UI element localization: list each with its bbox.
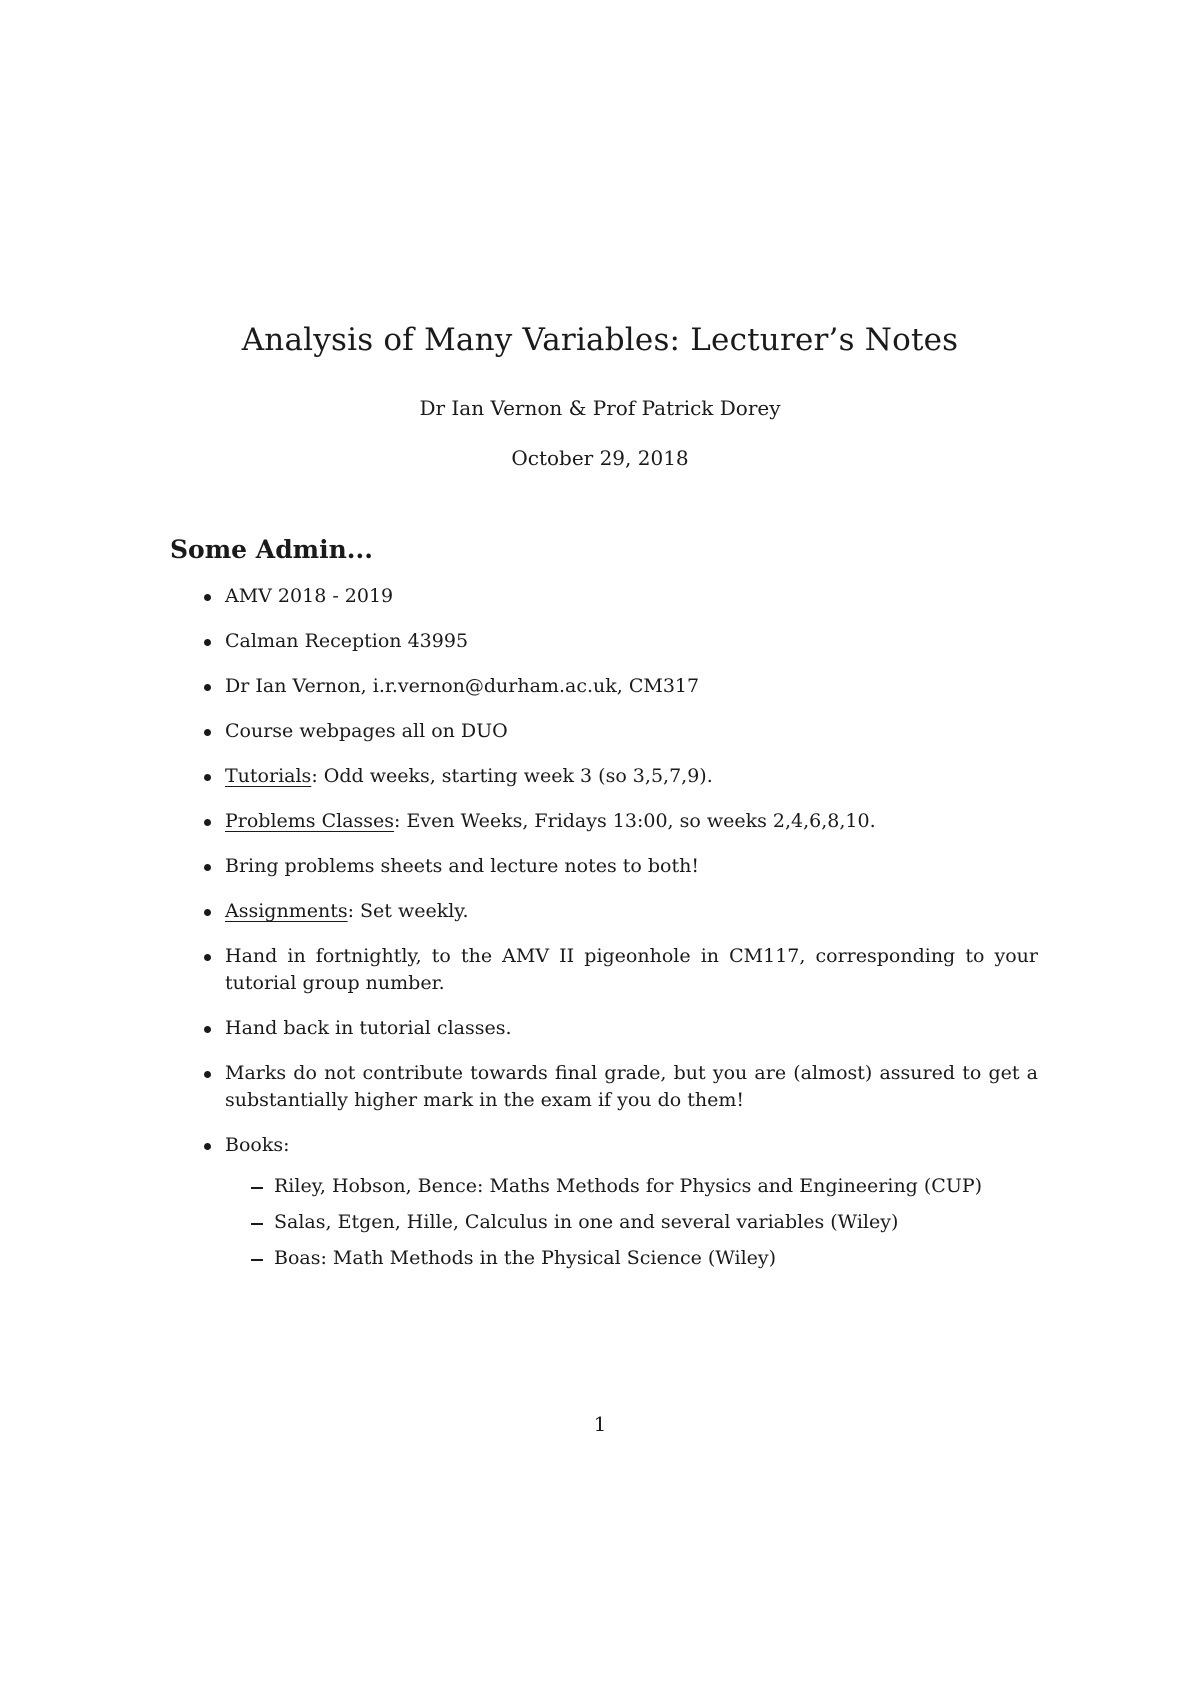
section-heading: Some Admin... [170, 535, 373, 564]
list-item-assignments [168, 898, 1038, 925]
book-item: Riley, Hobson, Bence: Maths Methods for Physics and Engineering (CUP) [225, 1173, 1038, 1200]
list-item-reception [168, 628, 1038, 655]
item-text: Course webpages all on DUO [225, 720, 508, 742]
item-text: : Even Weeks, Fridays 13:00, so weeks 2,4,6,8,10. [394, 810, 876, 832]
document-date: October 29, 2018 [511, 446, 689, 470]
books-label: Books: [225, 1134, 290, 1156]
book-item: Boas: Math Methods in the Physical Science (Wiley) [225, 1245, 1038, 1272]
list-item-hand-in [168, 943, 1038, 997]
list-item-tutorials [168, 763, 1038, 790]
list-item-contact [168, 673, 1038, 700]
books-list [225, 1173, 1038, 1272]
book-item: Salas, Etgen, Hille, Calculus in one and several variables (Wiley) [225, 1209, 1038, 1236]
item-text: Hand back in tutorial classes. [225, 1017, 512, 1039]
list-item-bring [168, 853, 1038, 880]
document-authors: Dr Ian Vernon & Prof Patrick Dorey [419, 396, 781, 420]
assignments-label: Assignments [225, 900, 348, 922]
admin-list [168, 583, 1038, 1290]
item-text: Marks do not contribute towards final grade, but you are (almost) assured to get a substantially higher mark in the exam if you do them! [225, 1062, 1038, 1111]
list-item-marks [168, 1060, 1038, 1114]
list-item-hand-back [168, 1015, 1038, 1042]
item-text: Hand in fortnightly, to the AMV II pigeonhole in CM117, corresponding to your tutorial group number. [225, 945, 1038, 994]
item-text: Dr Ian Vernon, i.r.vernon@durham.ac.uk, CM317 [225, 675, 700, 697]
item-text: AMV 2018 - 2019 [225, 585, 394, 607]
problems-classes-label: Problems Classes [225, 810, 395, 832]
item-text: : Odd weeks, starting week 3 (so 3,5,7,9). [311, 765, 713, 787]
item-text: Bring problems sheets and lecture notes to both! [225, 855, 699, 877]
item-text: Calman Reception 43995 [225, 630, 469, 652]
list-item-amv-year [168, 583, 1038, 610]
item-text: : Set weekly. [347, 900, 469, 922]
tutorials-label: Tutorials [225, 765, 312, 787]
list-item-webpages [168, 718, 1038, 745]
page-number: 1 [593, 1412, 607, 1436]
list-item-books [168, 1132, 1038, 1272]
list-item-problems-classes [168, 808, 1038, 835]
document-title: Analysis of Many Variables: Lecturer’s Notes [241, 322, 959, 358]
